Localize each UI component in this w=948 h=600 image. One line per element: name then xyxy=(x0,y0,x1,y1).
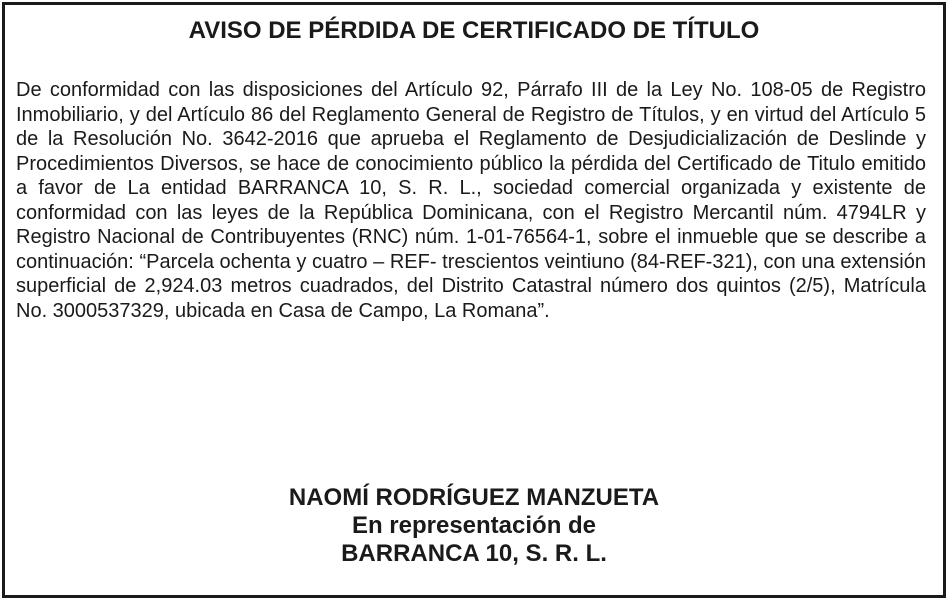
signatory-role: En representación de xyxy=(351,512,597,539)
signature-block xyxy=(0,484,948,568)
notice-title: AVISO DE PÉRDIDA DE CERTIFICADO DE TÍTULO xyxy=(188,17,760,44)
notice-body: De conformidad con las disposiciones del Artículo 92, Párrafo III de la Ley No. 108-05 de Registro Inmobiliario, y del Artículo 86 del Reglamento General de Registro de Títulos, y en virtud del Artículo 5 de la Resolución No. 3642-2016 que aprueba el Reglamento de Desjudicialización de Deslinde y Procedimientos Diversos, se hace de conocimiento público la pérdida del Certificado de Titulo emitido a favor de La entidad BARRANCA 10, S. R. L., sociedad comercial organizada y existente de conformidad con las leyes de la República Dominicana, con el Registro Mercantil núm. 4794LR y Registro Nacional de Contribuyentes (RNC) núm. 1-01-76564-1, sobre el inmueble que se describe a continuación: “Parcela ochenta y cuatro – REF- trescientos veintiuno (84-REF-321), con una extensión superficial de 2,924.03 metros cuadrados, del Distrito Catastral número dos quintos (2/5), Matrícula No. 3000537329, ubicada en Casa de Campo, La Romana”. xyxy=(16,79,926,322)
signatory-name: NAOMÍ RODRÍGUEZ MANZUETA xyxy=(288,484,660,511)
represented-entity: BARRANCA 10, S. R. L. xyxy=(341,540,607,567)
